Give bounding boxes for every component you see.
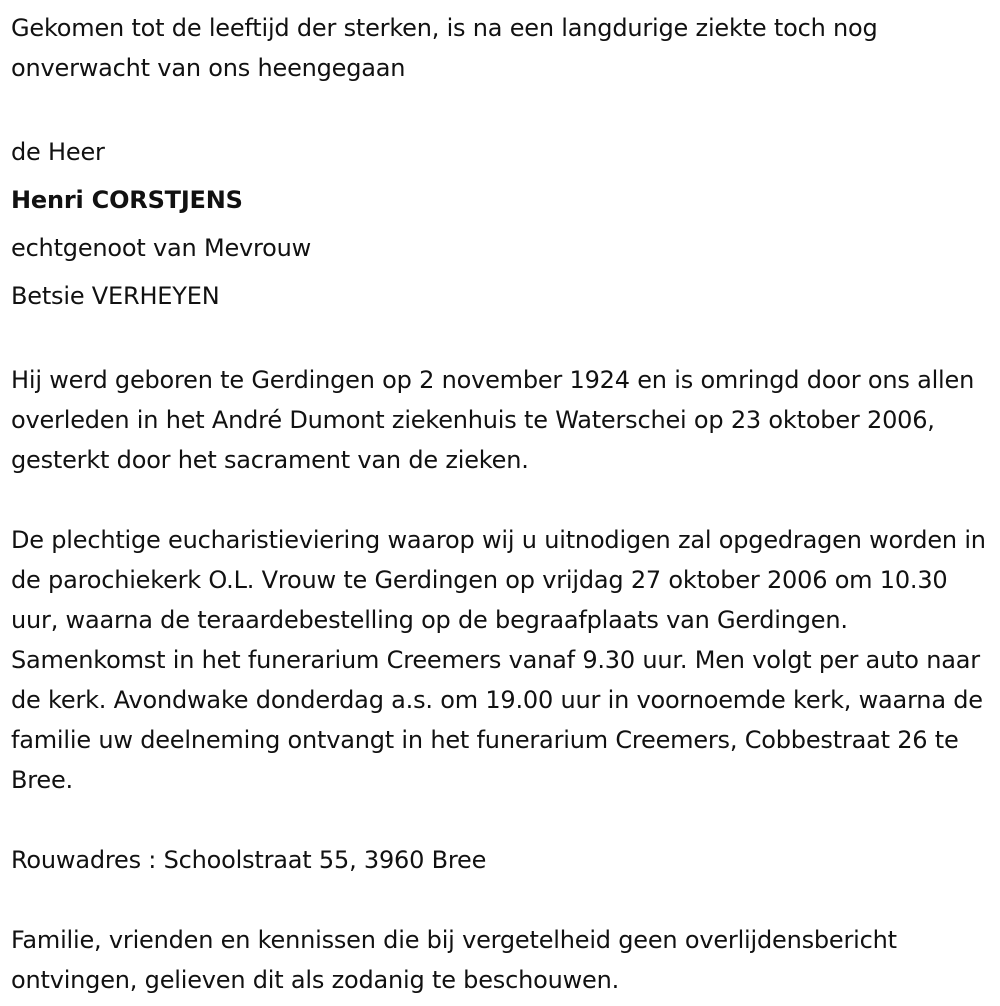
spacer: [11, 480, 996, 520]
spacer: [11, 800, 996, 840]
closing-paragraph: Familie, vrienden en kennissen die bij vergetelheid geen overlijdensbericht ontvingen, gelieven dit als zodanig te beschouwen.: [11, 926, 897, 994]
title-line: de Heer: [11, 138, 105, 166]
deceased-name: Henri CORSTJENS: [11, 186, 243, 214]
spacer: [11, 88, 996, 128]
ceremony-paragraph: De plechtige eucharistieviering waarop wij u uitnodigen zal opgedragen worden in de parochiekerk O.L. Vrouw te Gerdingen op vrijdag 27 oktober 2006 om 10.30 uur, waarna de teraardebestelling op de begraafplaats van Gerdingen. Samenkomst in het funerarium Creemers vanaf 9.30 uur. Men volgt per auto naar de kerk. Avondwake donderdag a.s. om 19.00 uur in voornoemde kerk, waarna de familie uw deelneming ontvangt in het funerarium Creemers, Cobbestraat 26 te Bree.: [11, 526, 986, 794]
obituary-notice: [11, 8, 996, 1000]
intro-paragraph: Gekomen tot de leeftijd der sterken, is na een langdurige ziekte toch nog onverwacht van ons heengegaan: [11, 14, 878, 82]
spacer: [11, 880, 996, 920]
spouse-name: Betsie VERHEYEN: [11, 282, 220, 310]
spouse-line: echtgenoot van Mevrouw: [11, 234, 312, 262]
address-line: Rouwadres : Schoolstraat 55, 3960 Bree: [11, 846, 487, 874]
spacer: [11, 320, 996, 360]
birth-death-paragraph: Hij werd geboren te Gerdingen op 2 november 1924 en is omringd door ons allen overleden in het André Dumont ziekenhuis te Waterschei op 23 oktober 2006, gesterkt door het sacrament van de zieken.: [11, 366, 975, 474]
